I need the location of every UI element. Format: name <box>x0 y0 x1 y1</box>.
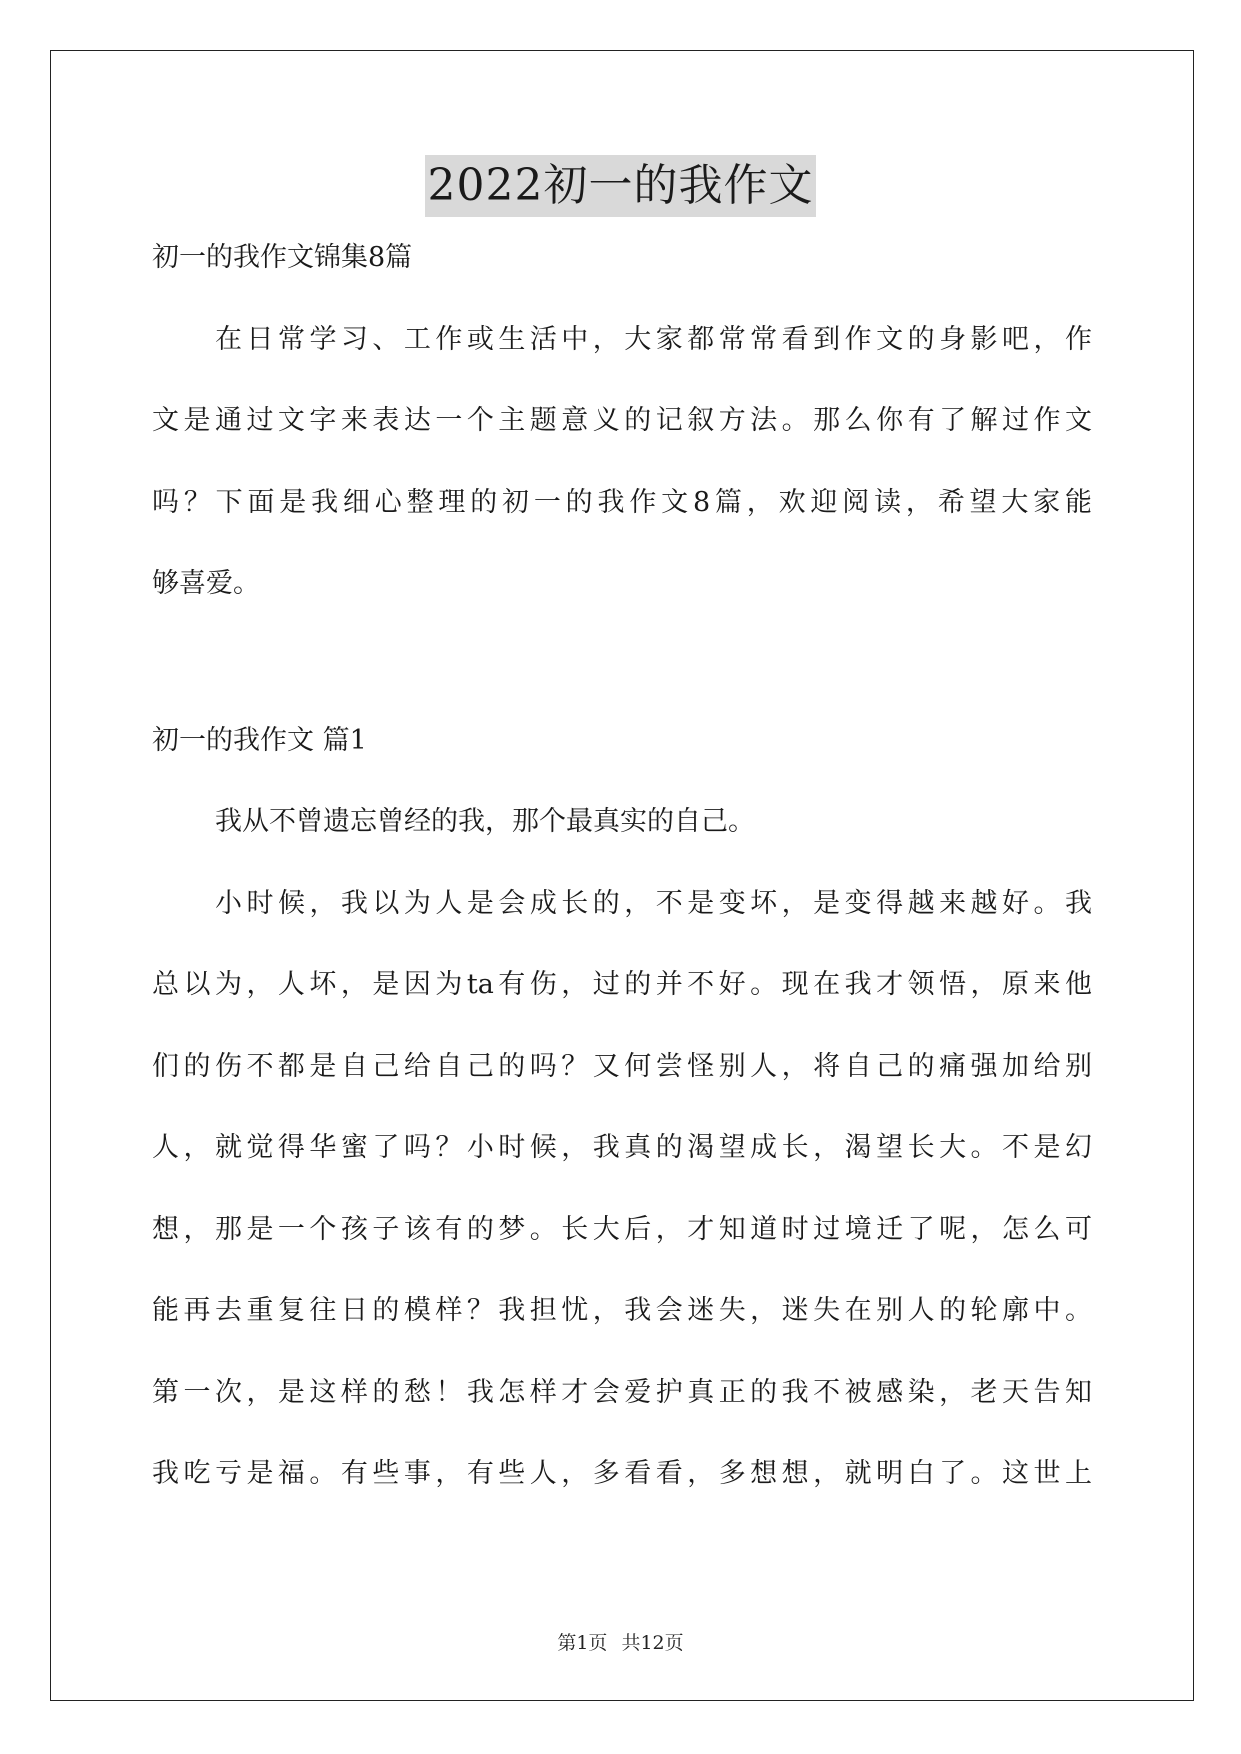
intro-line: 文是通过文字来表达一个主题意义的记叙方法。那么你有了解过作文 <box>152 405 1092 436</box>
paragraph-line: 们的伤不都是自己给自己的吗？又何尝怪别人，将自己的痛强加给别 <box>152 1050 1092 1082</box>
paragraph-line: 人，就觉得华蜜了吗？小时候，我真的渴望成长，渴望长大。不是幻 <box>152 1132 1092 1163</box>
title-container <box>0 155 1241 217</box>
section-heading: 初一的我作文 篇1 <box>152 724 367 756</box>
document-title: 2022初一的我作文 <box>425 155 817 217</box>
intro-line: 在日常学习、工作或生活中，大家都常常看到作文的身影吧，作 <box>215 323 1092 355</box>
paragraph-line: 我从不曾遗忘曾经的我，那个最真实的自己。 <box>215 806 755 837</box>
page-footer <box>0 1628 1241 1655</box>
paragraph-line: 总以为，人坏，是因为ta有伤，过的并不好。现在我才领悟，原来他 <box>152 969 1092 1000</box>
intro-line: 够喜爱。 <box>152 568 260 599</box>
section-spacer <box>152 636 1092 711</box>
subtitle: 初一的我作文锦集8篇 <box>152 242 413 273</box>
page-total: 共12页 <box>621 1632 684 1654</box>
document-body <box>152 228 1092 1526</box>
page-number: 第1页 <box>557 1632 608 1654</box>
paragraph-line: 第一次，是这样的愁！我怎样才会爱护真正的我不被感染，老天告知 <box>152 1376 1092 1408</box>
paragraph-line: 小时候，我以为人是会成长的，不是变坏，是变得越来越好。我 <box>215 887 1092 919</box>
intro-line: 吗？下面是我细心整理的初一的我作文8篇，欢迎阅读，希望大家能 <box>152 486 1092 518</box>
paragraph-line: 想，那是一个孩子该有的梦。长大后，才知道时过境迁了呢，怎么可 <box>152 1213 1092 1245</box>
paragraph-line: 能再去重复往日的模样？我担忧，我会迷失，迷失在别人的轮廓中。 <box>152 1295 1092 1326</box>
paragraph-line: 我吃亏是福。有些事，有些人，多看看，多想想，就明白了。这世上 <box>152 1458 1092 1489</box>
